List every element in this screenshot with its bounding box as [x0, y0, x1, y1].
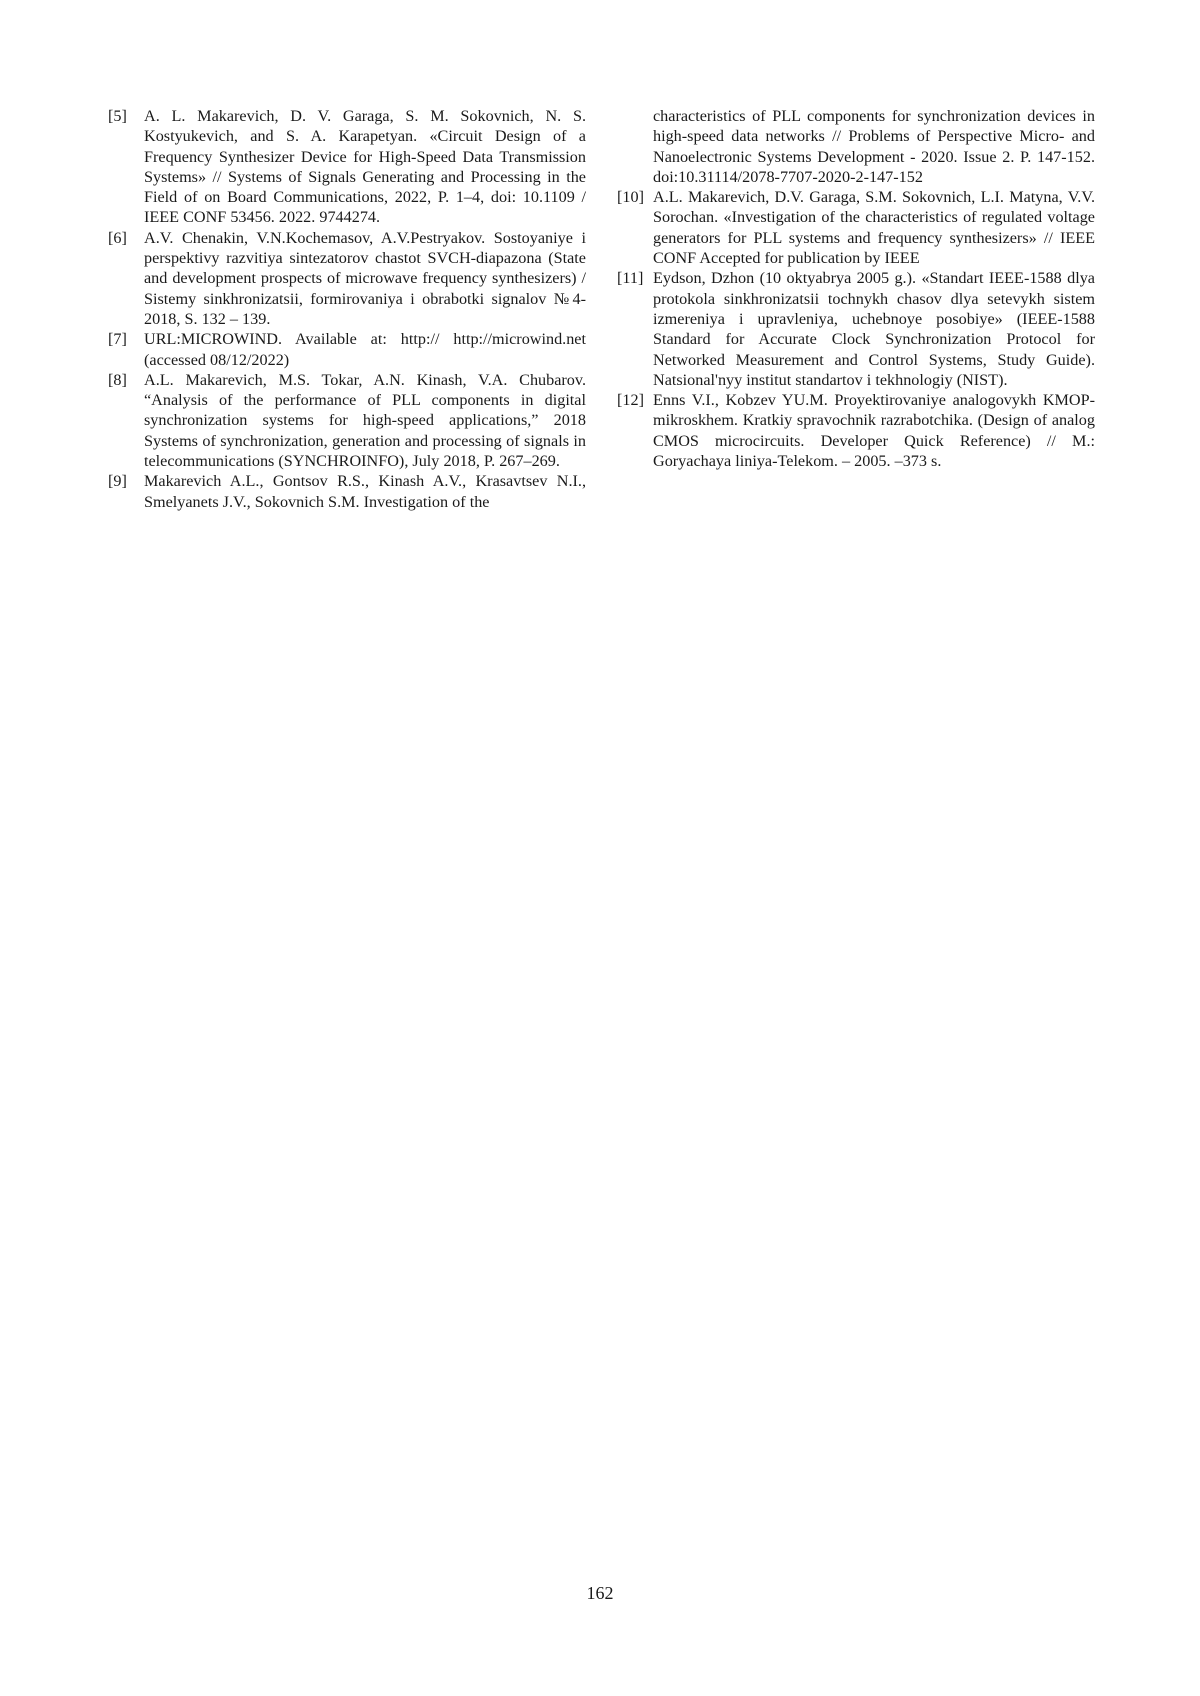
reference-text: A.L. Makarevich, D.V. Garaga, S.M. Sokovnich, L.I. Matyna, V.V. Sorochan. «Investigation of the characteristics of regulated voltage generators for PLL systems and frequency synthesizers» // IEEE CONF Accepted for publication by IEEE: [653, 188, 1095, 268]
reference-text: Enns V.I., Kobzev YU.M. Proyektirovaniye analogovykh KMOP-mikroskhem. Kratkiy spravochnik razrabotchika. (Design of analog CMOS microcircuits. Developer Quick Reference) // M.: Goryachaya liniya-Telekom. – 2005. –373 s.: [653, 391, 1095, 471]
reference-number: [12]: [617, 391, 644, 410]
reference-text: A.L. Makarevich, M.S. Tokar, A.N. Kinash, V.A. Chubarov. “Analysis of the performance of PLL components in digital synchronization systems for high-speed applications,” 2018 Systems of synchronization, generation and processing of signals in telecommunications (SYNCHROINFO), July 2018, P. 267–269.: [144, 370, 586, 471]
reference-5: [108, 106, 586, 228]
reference-text: A.V. Chenakin, V.N.Kochemasov, A.V.Pestryakov. Sostoyaniye i perspektivy razvitiya sintezatorov chastot SVCH-diapazona (State and development prospects of microwave frequency synthesizers) / Sistemy sinkhronizatsii, formirovaniya i obrabotki signalov №4-2018, S. 132 – 139.: [144, 228, 586, 328]
reference-number: [10]: [617, 188, 644, 207]
reference-10: [617, 187, 1095, 268]
reference-text: URL:MICROWIND. Available at: http:// http://microwind.net (accessed 08/12/2022): [144, 330, 586, 369]
reference-number: [7]: [108, 330, 127, 349]
references-left-column: [108, 106, 586, 512]
reference-9: [108, 471, 586, 512]
reference-7: [108, 329, 586, 370]
reference-text: Makarevich A.L., Gontsov R.S., Kinash A.V., Krasavtsev N.I., Smelyanets J.V., Sokovnich S.M. Investigation of the: [144, 472, 586, 511]
reference-12: [617, 390, 1095, 471]
reference-8: [108, 370, 586, 471]
references-right-column: [617, 106, 1095, 471]
page-number: 162: [586, 1583, 614, 1603]
reference-number: [11]: [617, 269, 644, 288]
reference-number: [9]: [108, 472, 127, 491]
reference-number: [8]: [108, 370, 127, 389]
reference-text: A. L. Makarevich, D. V. Garaga, S. M. Sokovnich, N. S. Kostyukevich, and S. A. Karapetyan. «Circuit Design of a Frequency Synthesizer Device for High-Speed Data Transmission Systems» // Systems of Signals Generating and Processing in the Field of on Board Communications, 2022, P. 1–4, doi: 10.1109 / IEEE CONF 53456. 2022. 9744274.: [144, 107, 586, 227]
reference-9-continuation: characteristics of PLL components for synchronization devices in high-speed data networks // Problems of Perspective Micro- and Nanoelectronic Systems Development - 2020. Issue 2. P. 147-152. doi:10.31114/2078-7707-2020-2-147-152: [653, 107, 1095, 186]
reference-number: [6]: [108, 228, 127, 247]
reference-number: [5]: [108, 107, 127, 125]
reference-text: Eydson, Dzhon (10 oktyabrya 2005 g.). «Standart IEEE-1588 dlya protokola sinkhronizatsii tochnykh chasov dlya setevykh sistem izmereniya i upravleniya, uchebnoye posobiye» (IEEE-1588 Standard for Accurate Clock Synchronization Protocol for Networked Measurement and Control Systems, Study Guide). Natsional'nyy institut standartov i tekhnologiy (NIST).: [653, 269, 1095, 389]
reference-6: [108, 228, 586, 329]
reference-11: [617, 268, 1095, 390]
